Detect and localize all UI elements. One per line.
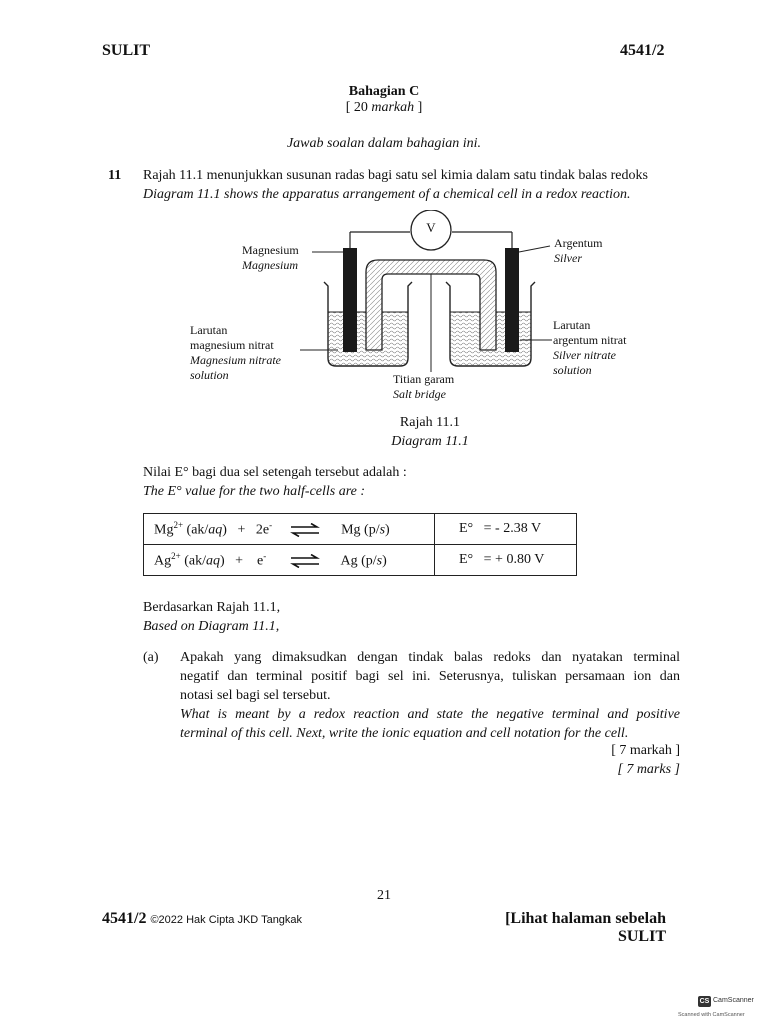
camscanner-name: CamScanner — [713, 997, 754, 1004]
electrochemical-cell-diagram — [0, 210, 768, 410]
camscanner-logo: CS — [699, 998, 710, 1005]
eo-intro-en: The E° value for the two half-cells are : — [143, 484, 366, 499]
half-equation-mg: $Mg^{2+}$ (ak/aq) + 2e- Mg (p/s) — [144, 514, 435, 545]
part-a-marks: [ 7 markah ] [ 7 marks ] — [611, 743, 680, 777]
half-equation-ag: $Ag^{2+}$ (ak/aq) + e- Ag (p/s) — [144, 545, 435, 576]
section-instruction: Jawab soalan dalam bahagian ini. — [286, 136, 482, 151]
label-salt-bridge: Titian garam Salt bridge — [393, 372, 455, 401]
header-sulit: SULIT — [102, 42, 151, 59]
equilibrium-arrow-icon — [290, 554, 320, 568]
equilibrium-arrow-icon — [290, 523, 320, 537]
section-marks: [ 20 markah ] — [345, 100, 423, 115]
table-row — [144, 545, 577, 576]
question-number: 11 — [108, 168, 122, 183]
header-paper-code: 4541/2 — [620, 42, 665, 59]
camscanner-note: Scanned with CamScanner — [678, 1012, 745, 1018]
label-silver-nitrate: Larutan argentum nitrat Silver nitrate solution — [553, 318, 627, 377]
magnesium-electrode — [343, 248, 357, 352]
label-silver: Argentum Silver — [554, 236, 603, 265]
section-heading — [284, 84, 484, 116]
diagram-caption: Rajah 11.1 Diagram 11.1 — [391, 415, 469, 449]
table-row — [144, 514, 577, 545]
based-on-en: Based on Diagram 11.1, — [143, 619, 280, 634]
label-magnesium-nitrate: Larutan magnesium nitrat Magnesium nitrate solution — [190, 323, 281, 382]
eo-intro-ms: Nilai E° bagi dua sel setengah tersebut adalah : — [143, 465, 407, 480]
voltmeter-label: V — [426, 220, 436, 235]
silver-electrode — [505, 248, 519, 352]
footer-code: 4541/2 ©2022 Hak Cipta JKD Tangkak — [102, 910, 303, 927]
footer-right: [Lihat halaman sebelah SULIT — [505, 910, 666, 945]
section-title: Bahagian C — [348, 84, 420, 99]
part-a-question: Apakah yang dimaksudkan dengan tindak balas redoks dan nyatakan terminal negatif dan terminal positif bagi sel ini. Seterusnya, tuliskan persamaan ion dan notasi sel bagi sel tersebut. What is meant by a redox reaction and state the negative terminal and positive terminal of this cell. Next, write the ionic equation and cell notation for the cell. — [180, 650, 680, 741]
question-text-en: Diagram 11.1 shows the apparatus arrangement of a chemical cell in a redox reaction. — [143, 187, 631, 202]
eo-value-ag: E° = + 0.80 V — [435, 545, 577, 576]
page-number: 21 — [377, 888, 391, 903]
based-on-ms: Berdasarkan Rajah 11.1, — [143, 600, 281, 615]
question-text-ms: Rajah 11.1 menunjukkan susunan radas bagi satu sel kimia dalam satu tindak balas redoks — [143, 168, 648, 183]
part-a-label: (a) — [143, 650, 159, 665]
half-cell-table — [143, 513, 577, 576]
label-magnesium: Magnesium Magnesium — [242, 243, 299, 272]
eo-value-mg: E° = - 2.38 V — [435, 514, 577, 545]
